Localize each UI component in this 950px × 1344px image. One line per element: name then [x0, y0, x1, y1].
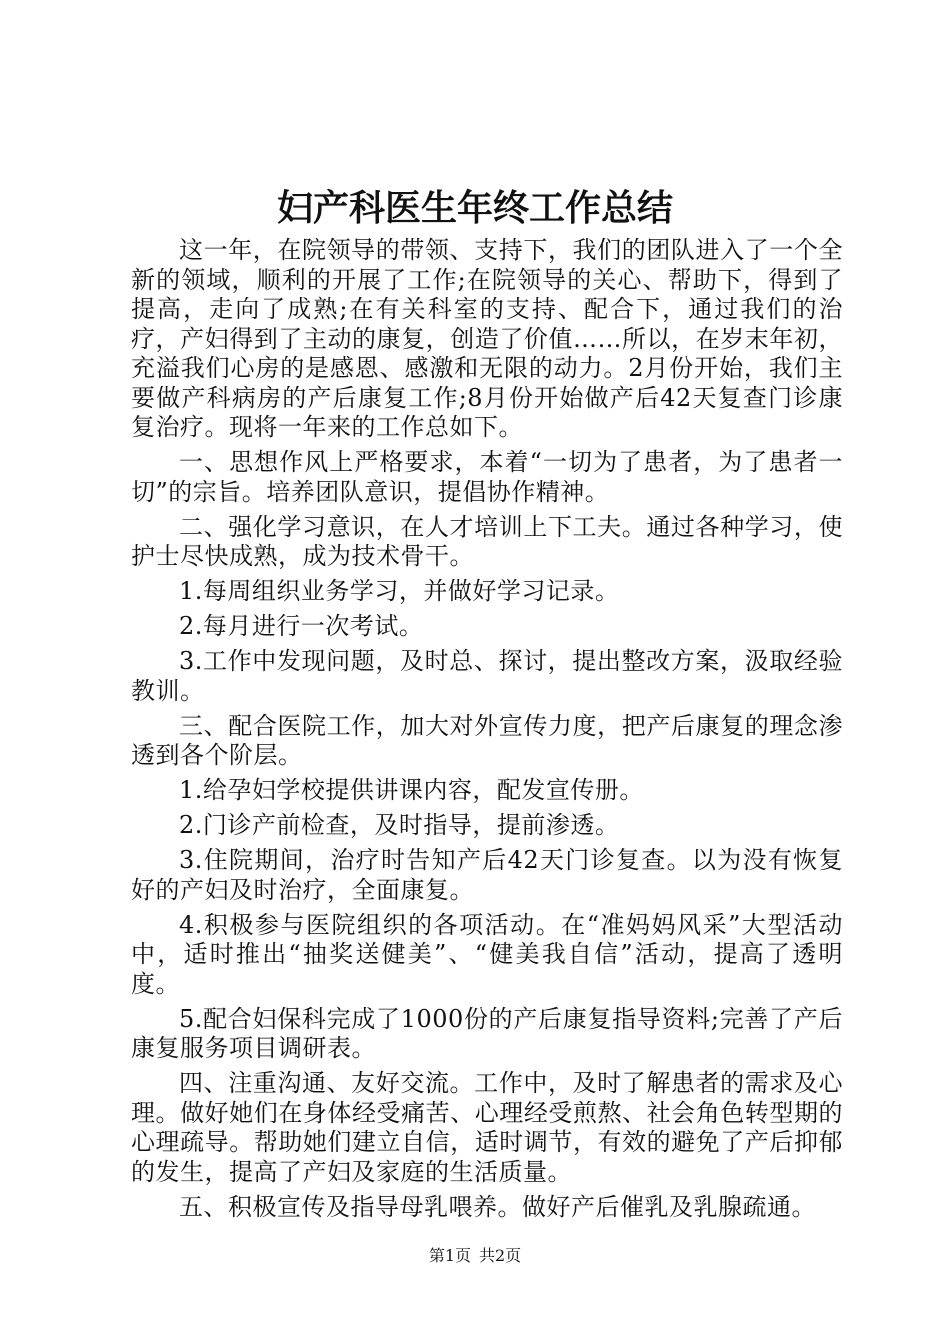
- paragraph-item: 3.住院期间，治疗时告知产后42天门诊复查。以为没有恢复好的产妇及时治疗，全面康复。: [131, 846, 843, 904]
- paragraph-section-4: 四、注重沟通、友好交流。工作中，及时了解患者的需求及心理。做好她们在身体经受痛苦、心理经受煎熬、社会角色转型期的心理疏导。帮助她们建立自信，适时调节，有效的避免了产后抑郁的发生，提高了产妇及家庭的生活质量。: [131, 1069, 843, 1186]
- paragraph-item: 4.积极参与医院组织的各项活动。在“准妈妈风采”大型活动中，适时推出“抽奖送健美”、“健美我自信”活动，提高了透明度。: [131, 910, 843, 998]
- paragraph-item: 3.工作中发现问题，及时总、探讨，提出整改方案，汲取经验教训。: [131, 647, 843, 705]
- paragraph-section-1: 一、思想作风上严格要求，本着“一切为了患者，为了患者一切”的宗旨。培养团队意识，提倡协作精神。: [131, 448, 843, 506]
- page-number: 第1页: [428, 1246, 471, 1265]
- document-title: 妇产科医生年终工作总结: [276, 187, 673, 229]
- paragraph-item: 5.配合妇保科完成了1000份的产后康复指导资料;完善了产后康复服务项目调研表。: [131, 1004, 843, 1062]
- document-body: [131, 236, 843, 1228]
- paragraph-intro: 这一年，在院领导的带领、支持下，我们的团队进入了一个全新的领域，顺利的开展了工作;在院领导的关心、帮助下，得到了提高，走向了成熟;在有关科室的支持、配合下，通过我们的治疗，产妇得到了主动的康复，创造了价值……所以，在岁末年初，充溢我们心房的是感恩、感激和无限的动力。2月份开始，我们主要做产科病房的产后康复工作;8月份开始做产后42天复查门诊康复治疗。现将一年来的工作总如下。: [131, 236, 843, 441]
- paragraph-section-3: 三、配合医院工作，加大对外宣传力度，把产后康复的理念渗透到各个阶层。: [131, 711, 843, 769]
- paragraph-item: 2.门诊产前检查，及时指导，提前渗透。: [179, 811, 620, 839]
- paragraph-item: 2.每月进行一次考试。: [179, 612, 424, 640]
- paragraph-section-2: 二、强化学习意识，在人才培训上下工夫。通过各种学习，使护士尽快成熟，成为技术骨干。: [131, 512, 843, 570]
- page-footer: [0, 1245, 950, 1267]
- paragraph-item: 1.给孕妇学校提供讲课内容，配发宣传册。: [179, 776, 644, 804]
- paragraph-section-5: 五、积极宣传及指导母乳喂养。做好产后催乳及乳腺疏通。: [179, 1192, 816, 1221]
- page-total: 共2页: [479, 1246, 522, 1265]
- paragraph-item: 1.每周组织业务学习，并做好学习记录。: [179, 577, 620, 605]
